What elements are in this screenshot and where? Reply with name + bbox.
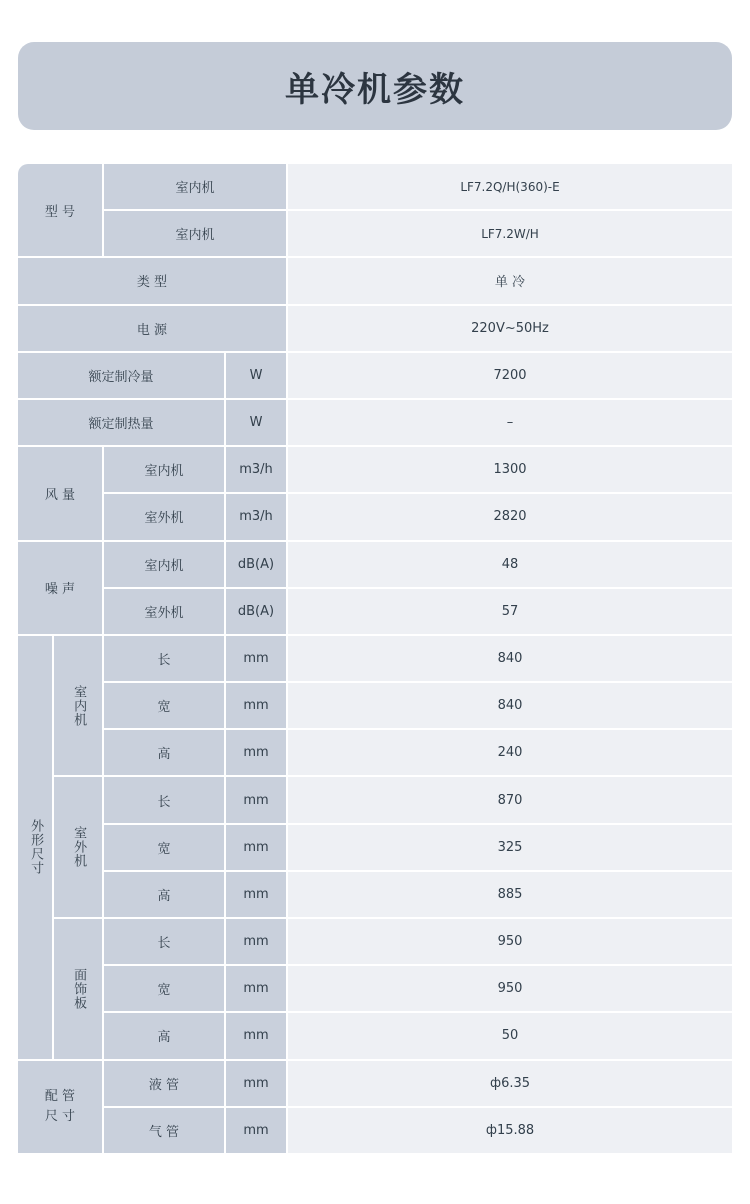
noise-indoor-value: 48 <box>288 542 732 589</box>
dim-panel-length-value: 950 <box>288 919 732 966</box>
model-outdoor-value: LF7.2W/H <box>288 211 732 258</box>
dim-outdoor-length-unit: mm <box>226 777 288 824</box>
dim-outdoor-length-label: 长 <box>104 777 226 824</box>
noise-indoor-label: 室内机 <box>104 542 226 589</box>
dim-panel-height-label: 高 <box>104 1013 226 1060</box>
piping-liquid-unit: mm <box>226 1061 288 1108</box>
piping-gas-value: ф15.88 <box>288 1108 732 1155</box>
airflow-indoor-value: 1300 <box>288 447 732 494</box>
piping-gas-unit: mm <box>226 1108 288 1155</box>
dim-panel-height-value: 50 <box>288 1013 732 1060</box>
airflow-indoor-label: 室内机 <box>104 447 226 494</box>
cooling-label: 额定制冷量 <box>18 353 226 400</box>
dim-panel-height-unit: mm <box>226 1013 288 1060</box>
dim-indoor-length-value: 840 <box>288 636 732 683</box>
heating-unit: W <box>226 400 288 447</box>
model-group-label: 型 号 <box>18 164 104 258</box>
cooling-unit: W <box>226 353 288 400</box>
noise-outdoor-label: 室外机 <box>104 589 226 636</box>
power-value: 220V~50Hz <box>288 306 732 353</box>
airflow-outdoor-unit: m3/h <box>226 494 288 541</box>
airflow-outdoor-value: 2820 <box>288 494 732 541</box>
cooling-value: 7200 <box>288 353 732 400</box>
dim-panel-width-unit: mm <box>226 966 288 1013</box>
noise-outdoor-unit: dB(A) <box>226 589 288 636</box>
dim-indoor-height-value: 240 <box>288 730 732 777</box>
dim-indoor-width-unit: mm <box>226 683 288 730</box>
type-label: 类 型 <box>18 258 288 305</box>
dim-panel-label: 面饰板 <box>54 919 104 1061</box>
piping-group-label <box>18 1061 104 1155</box>
model-indoor-label: 室内机 <box>104 164 288 211</box>
dim-indoor-height-unit: mm <box>226 730 288 777</box>
noise-outdoor-value: 57 <box>288 589 732 636</box>
heating-value: – <box>288 400 732 447</box>
type-value: 单 冷 <box>288 258 732 305</box>
dim-outdoor-length-value: 870 <box>288 777 732 824</box>
dim-outdoor-label: 室外机 <box>54 777 104 919</box>
noise-indoor-unit: dB(A) <box>226 542 288 589</box>
dim-indoor-width-label: 宽 <box>104 683 226 730</box>
model-indoor-value: LF7.2Q/H(360)-E <box>288 164 732 211</box>
piping-group-line1: 配 管 <box>44 1089 76 1105</box>
spec-table <box>18 164 732 1155</box>
dim-outdoor-width-unit: mm <box>226 825 288 872</box>
dim-indoor-height-label: 高 <box>104 730 226 777</box>
dim-outdoor-width-label: 宽 <box>104 825 226 872</box>
dim-outdoor-height-unit: mm <box>226 872 288 919</box>
piping-liquid-label: 液 管 <box>104 1061 226 1108</box>
title-banner <box>18 42 732 130</box>
heating-label: 额定制热量 <box>18 400 226 447</box>
dim-outdoor-height-value: 885 <box>288 872 732 919</box>
airflow-indoor-unit: m3/h <box>226 447 288 494</box>
piping-gas-label: 气 管 <box>104 1108 226 1155</box>
dim-panel-width-value: 950 <box>288 966 732 1013</box>
dim-panel-length-label: 长 <box>104 919 226 966</box>
dim-panel-length-unit: mm <box>226 919 288 966</box>
piping-group-line2: 尺 寸 <box>44 1108 76 1124</box>
power-label: 电 源 <box>18 306 288 353</box>
dim-indoor-label: 室内机 <box>54 636 104 778</box>
dim-panel-width-label: 宽 <box>104 966 226 1013</box>
dim-outdoor-height-label: 高 <box>104 872 226 919</box>
model-outdoor-label: 室内机 <box>104 211 288 258</box>
dim-outdoor-width-value: 325 <box>288 825 732 872</box>
noise-group-label: 噪 声 <box>18 542 104 636</box>
airflow-outdoor-label: 室外机 <box>104 494 226 541</box>
dim-indoor-length-unit: mm <box>226 636 288 683</box>
dimensions-group-label: 外形尺寸 <box>18 636 54 1061</box>
airflow-group-label: 风 量 <box>18 447 104 541</box>
dim-indoor-length-label: 长 <box>104 636 226 683</box>
page-title: 单冷机参数 <box>285 69 465 110</box>
dim-indoor-width-value: 840 <box>288 683 732 730</box>
piping-liquid-value: ф6.35 <box>288 1061 732 1108</box>
